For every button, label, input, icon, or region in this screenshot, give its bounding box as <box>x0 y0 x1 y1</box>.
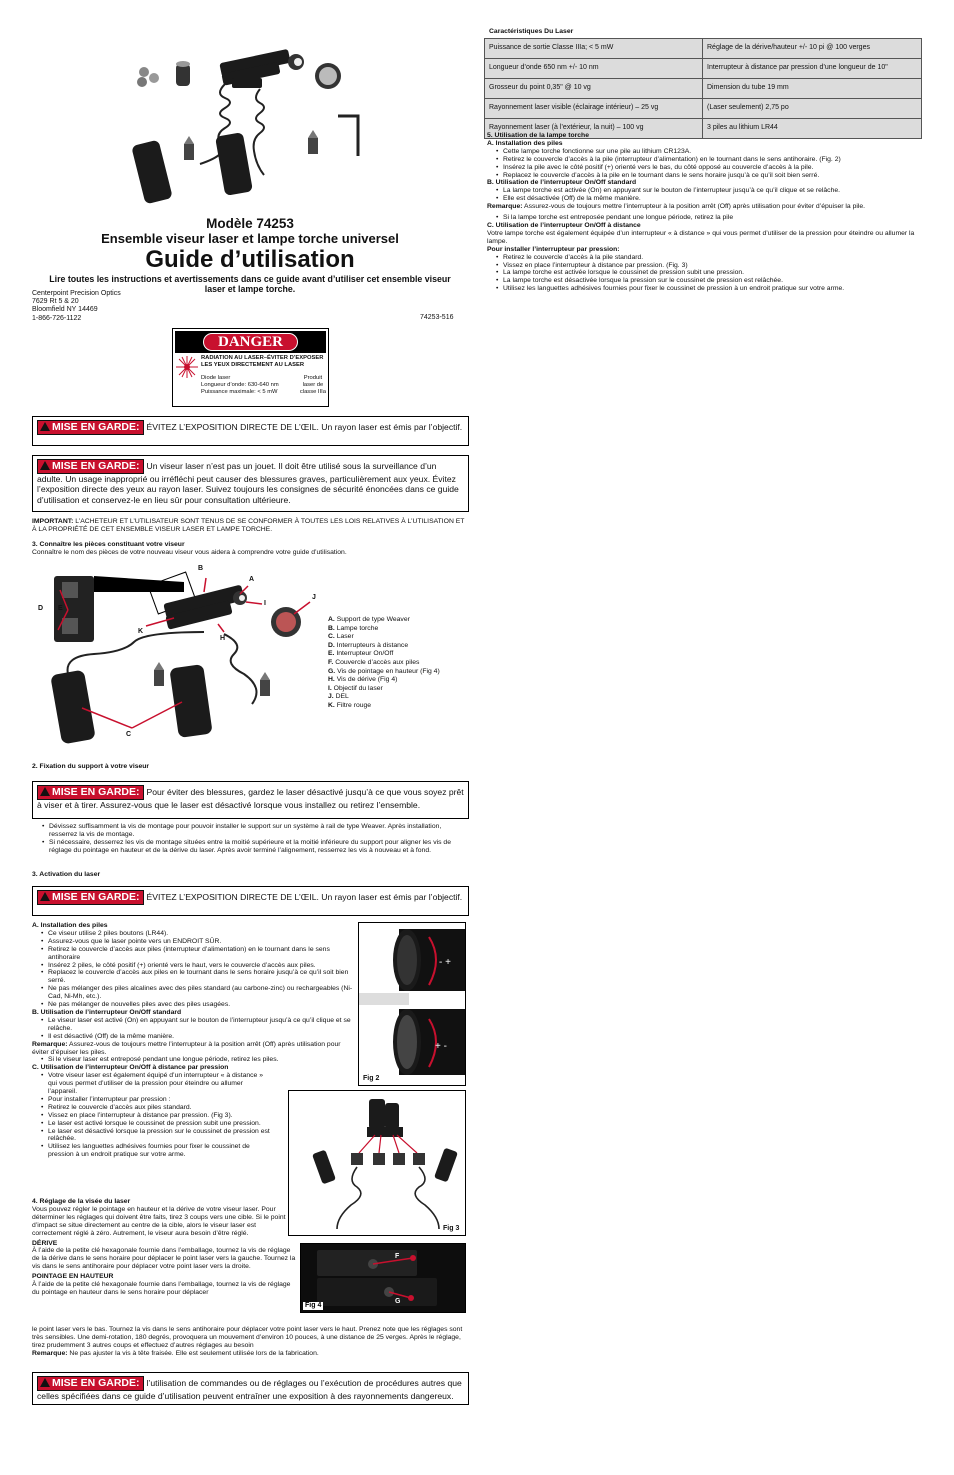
list-item: • Vissez en place l’interrupteur à distance par pression. (Fig 3). <box>41 1112 272 1120</box>
list-item: G. Vis de pointage en hauteur (Fig 4) <box>328 667 440 675</box>
list-item: • Ne pas mélanger de nouvelles piles avec des piles usagées. <box>41 1001 356 1009</box>
activation-section-title: 3. Activation du laser <box>32 871 101 878</box>
fig4-label: Fig 4 <box>305 1302 322 1309</box>
list-item: • La lampe torche est activée (On) en appuyant sur le bouton de l’interrupteur jusqu’à ce qu’il clique et se relâche. <box>496 187 923 195</box>
list-item: A. Support de type Weaver <box>328 616 410 623</box>
parts-list <box>328 616 440 711</box>
warning-laser-off: MISE EN GARDE: Pour éviter des blessures, gardez le laser désactivé jusqu’à ce que vous soyez prêt à viser et à tirer. Assurez-vous que le laser est désactivé lorsque vous installez ou retirez l’ensemble. <box>32 781 469 819</box>
list-item: J. DEL <box>328 693 349 701</box>
list-item: • Ne pas mélanger des piles alcalines avec des piles standard (au carbone-zinc) ou rechargeables (Ni-Cad, Ni-Mh, etc.). <box>41 985 356 1001</box>
part-label-h: H <box>220 635 226 642</box>
torch-section: 5. Utilisation de la lampe torche A. Installation des piles • Cette lampe torche fonctionne sur une pile au lithium CR123A. • Retirez le couvercle d’accès à la pile (interrupteur d’alimentation) en le tournant dans le sens antihoraire. (Fig. 2) • Insérez la pile avec le côté positif (+) orienté vers le bas, du côté opposé au couvercle d’accès à la pile. • Replacez le couvercle d’accès à la pile en le tournant dans le sens horaire jusqu’à ce qu’il soit bien serré. B. Utilisation de l’interrupteur On/Off standard • La lampe torche est activée (On) en appuyant sur le bouton de l’interrupteur jusqu’à ce qu’il clique et se relâche. • Elle est désactivée (Off) de la même manière. Remarque: Assurez-vous de toujours mettre l’interrupteur à la position arrêt (Off) après utilisation pour éviter d’épuiser la pile. • Si la lampe torche est entreposée pendant une longue période, retirez la pile C. Utilisation de l’interrupteur On/Off à distance Votre lampe torche est également équipée d’un interrupteur « à distance » qui vous permet d’utiliser de la pression pour éteindre ou allumer la lampe. Pour installer l’interrupteur par pression: • Retirez le couvercle d’accès à la pile standard. • Vissez en place l’interrupteur à distance par pression. (Fig. 3) • La lampe torche est activée lorsque le coussinet de pression subit une pression. • La lampe torche est désactivée lorsque la pression sur le coussinet de pression est relâchée. • Utilisez les languettes adhésives fournies pour fixer le coussinet de pression à un endroit pratique sur votre arme. <box>487 132 923 293</box>
list-item: B. Lampe torche <box>328 624 379 632</box>
part-label-d: D <box>38 605 44 612</box>
table-row: Rayonnement laser visible (éclairage intérieur) – 25 vg (Laser seulement) 2,75 po <box>485 99 922 119</box>
figure-4 <box>300 1243 466 1313</box>
warning-hazardous-radiation: MISE EN GARDE: l’utilisation de commandes ou de réglages ou l’exécution de procédures autres que celles spécifiées dans ce guide d’utilisation peuvent entraîner une exposition à des rayonnements dangereux. <box>32 1372 469 1405</box>
fig3-label: Fig 3 <box>443 1225 460 1232</box>
laser-starburst-icon <box>175 355 201 381</box>
part-label-a: A <box>249 576 255 583</box>
danger-title: DANGER <box>203 333 298 351</box>
table-row: Rayonnement laser (à l’extérieur, la nuit) – 100 vg 3 piles au lithium LR44 <box>485 119 922 139</box>
list-item: • La lampe torche est désactivée lorsque la pression sur le coussinet de pression est relâchée. <box>496 277 923 285</box>
list-item: I. Objectif du laser <box>328 684 383 692</box>
list-item: • Vissez en place l’interrupteur à distance par pression. (Fig. 3) <box>496 262 923 270</box>
list-item: • Insérez 2 piles, le côté positif (+) orienté vers le haut, vers le couvercle d’accès aux piles. <box>41 962 356 970</box>
list-item: • Votre viseur laser est également équipé d’un interrupteur « à distance » qui vous permet d’utiliser de la pression pour éteindre ou allumer l’appareil. <box>41 1072 272 1096</box>
product-photo <box>120 34 390 204</box>
intro-text: Lire toutes les instructions et avertissements dans ce guide avant d’utiliser cet ensemble viseur laser et lampe torche. <box>49 274 451 294</box>
figure-3 <box>288 1090 466 1236</box>
warning-badge: MISE EN GARDE: <box>37 420 144 435</box>
mount-bullets <box>42 823 466 855</box>
list-item: • Insérez la pile avec le côté positif (+) orienté vers le bas, du côté opposé au couvercle d’accès à la pile. <box>496 164 923 172</box>
list-item: • Pour installer l’interrupteur par pression : <box>41 1096 272 1104</box>
fig4-g-label: G <box>395 1298 401 1305</box>
specs-title: Caractéristiques Du Laser <box>489 28 574 35</box>
list-item: • Retirez le couvercle d’accès à la pile (interrupteur d’alimentation) en le tournant dans le sens antihoraire. (Fig. 2) <box>496 156 923 164</box>
svg-text:- +: - + <box>439 957 451 968</box>
model-title: Modèle 74253 <box>206 216 294 231</box>
list-item: • Le viseur laser est activé (On) en appuyant sur le bouton de l’interrupteur jusqu’à ce qu’il clique et se relâche. <box>41 1017 356 1033</box>
list-item: F. Couvercle d’accès aux piles <box>328 658 420 666</box>
product-subtitle: Ensemble viseur laser et lampe torche universel <box>101 231 399 246</box>
part-label-b: B <box>198 565 204 572</box>
part-label-j: J <box>312 594 316 601</box>
list-item: • Cette lampe torche fonctionne sur une pile au lithium CR123A. <box>496 148 923 156</box>
parts-diagram <box>34 562 324 752</box>
guide-title: Guide d’utilisation <box>145 246 355 273</box>
list-item: • Utilisez les languettes adhésives fournies pour fixer le coussinet de pression à un endroit pratique sur votre arme. <box>496 285 923 293</box>
list-item: • Il est désactivé (Off) de la même manière. <box>41 1033 356 1041</box>
list-item: K. Filtre rouge <box>328 701 372 709</box>
parts-section-title: 3. Connaître les pièces constituant votre viseur <box>32 541 185 548</box>
list-item: • La lampe torche est activée lorsque le coussinet de pression subit une pression. <box>496 269 923 277</box>
warning-badge: MISE EN GARDE: <box>37 459 144 474</box>
list-item: • Si le viseur laser est entreposé pendant une longue période, retirez les piles. <box>41 1056 356 1064</box>
important-note: IMPORTANT: L’ACHETEUR ET L’UTILISATEUR SONT TENUS DE SE CONFORMER À TOUTES LES LOIS RELATIVES À L’UTILISATION ET À LA PROPRIÉTÉ DE CET ENSEMBLE VISEUR LASER ET LAMPE TORCHE. <box>32 518 465 533</box>
list-item: H. Vis de dérive (Fig 4) <box>328 676 398 684</box>
list-item: E. Interrupteur On/Off <box>328 650 394 658</box>
list-item: • Replacez le couvercle d’accès aux piles en le tournant dans le sens horaire jusqu’à ce qu’il soit bien serré. <box>41 969 356 985</box>
part-label-i: I <box>264 600 266 607</box>
warning-triangle-icon <box>40 787 50 796</box>
table-row: Longueur d’onde 650 nm +/- 10 nm Interrupteur à distance par pression d’une longueur de 10" <box>485 59 922 79</box>
list-item: • Si nécessaire, desserrez les vis de montage situées entre la moitié supérieure et la moitié inférieure du support pour aligner les vis de réglage du pointage en hauteur et de la dérive du laser. Après avoir terminé l’alignement, resserrez les vis à nouveau et à fond. <box>42 839 466 855</box>
part-label-c: C <box>126 731 132 738</box>
part-label-k: K <box>138 628 144 635</box>
warning-badge: MISE EN GARDE: <box>37 1376 144 1391</box>
fig4-f-label: F <box>395 1253 400 1260</box>
figure-2 <box>358 922 466 1086</box>
warning-not-a-toy: MISE EN GARDE: Un viseur laser n’est pas un jouet. Il doit être utilisé sous la surveillance d’un adulte. Un usage inapproprié ou irréfléchi peut causer des blessures graves, particulièrement aux yeux. Évitez l’exposition directe des yeux au rayon laser. Suivez toujours les consignes de sécurité énoncées dans ce guide d’utilisation et conservez-le en lieu sûr pour consultation ultérieure. <box>32 455 469 512</box>
product-code: 74253-516 <box>420 314 454 321</box>
warning-triangle-icon <box>40 892 50 901</box>
specs-table <box>484 38 922 139</box>
warning-badge: MISE EN GARDE: <box>37 890 144 905</box>
adjust-body-wide: le point laser vers le bas. Tournez la vis dans le sens antihoraire pour déplacer votre point laser vers le haut. Prenez note que les réglages sont très sensibles. Une demi-rotation, 180 degrés, provoquera un mouvement d’environ 10 pouces, à une distance de 25 verges. Après le réglage, tirez prudemment 3 autres coups et effectuez d’autres réglages au besoin Remarque: Ne pas ajuster la vis à tête fraisée. Elle est seulement utilisée lors de la fabrication. <box>32 1326 463 1357</box>
warning-badge: MISE EN GARDE: <box>37 785 144 800</box>
list-item: • Le laser est activé lorsque le coussinet de pression subit une pression. <box>41 1120 272 1128</box>
company-address: Centerpoint Precision Optics 7629 Rt 5 & 20 Bloomfield NY 14469 1-866-726-1122 <box>32 290 121 322</box>
list-item: D. Interrupteurs à distance <box>328 641 409 649</box>
list-item: • Assurez-vous que le laser pointe vers un ENDROIT SÛR. <box>41 938 356 946</box>
mount-section-title: 2. Fixation du support à votre viseur <box>32 763 150 770</box>
warning-eye-exposure-2: MISE EN GARDE: ÉVITEZ L’EXPOSITION DIRECTE DE L’ŒIL. Un rayon laser est émis par l’objectif. <box>32 886 469 916</box>
table-row: Grosseur du point 0,35" @ 10 vg Dimension du tube 19 mm <box>485 79 922 99</box>
warning-triangle-icon <box>40 422 50 431</box>
list-item: • Replacez le couvercle d’accès à la pile en le tournant dans le sens horaire jusqu’à ce qu’il soit bien serré. <box>496 172 923 180</box>
list-item: • Retirez le couvercle d’accès aux piles (interrupteur d’alimentation) en le tournant dans le sens antihoraire <box>41 946 356 962</box>
list-item: • Retirez le couvercle d’accès à la pile standard. <box>496 254 923 262</box>
warning-triangle-icon <box>40 1378 50 1387</box>
list-item: • Dévissez suffisamment la vis de montage pour pouvoir installer le support sur un système à rail de type Weaver. Après installation, resserrez la vis de montage. <box>42 823 466 839</box>
list-item: C. Laser <box>328 633 354 641</box>
list-item: • Le laser est désactivé lorsque la pression sur le coussinet de pression est relâchée. <box>41 1128 272 1144</box>
parts-section-text: Connaître le nom des pièces de votre nouveau viseur vous aidera à comprendre votre guide d’utilisation. <box>32 549 347 557</box>
warning-eye-exposure: MISE EN GARDE: ÉVITEZ L’EXPOSITION DIRECTE DE L’ŒIL. Un rayon laser est émis par l’objectif. <box>32 416 469 446</box>
list-item: • Retirez le couvercle d’accès aux piles standard. <box>41 1104 272 1112</box>
list-item: • Ce viseur utilise 2 piles boutons (LR44). <box>41 930 356 938</box>
fig2-label: Fig 2 <box>363 1075 380 1082</box>
part-label-e: E <box>58 605 63 612</box>
list-item: • Elle est désactivée (Off) de la même manière. <box>496 195 923 203</box>
danger-label: DANGER RADIATION AU LASER–ÉVITER D’EXPOSER LES YEUX DIRECTEMENT AU LASER Diode laser Longueur d’onde: 630-640 nm Puissance maximale: < 5 mW Produit laser de classe IIIa <box>172 328 329 407</box>
list-item: • Utilisez les languettes adhésives fournies pour fixer le coussinet de pression à un endroit pratique sur votre arme. <box>41 1143 272 1159</box>
svg-text:+ -: + - <box>435 1041 447 1052</box>
table-row: Puissance de sortie Classe IIIa; < 5 mW Réglage de la dérive/hauteur +/- 10 pi @ 100 verges <box>485 39 922 59</box>
adjust-body: 4. Réglage de la visée du laser Vous pouvez régler le pointage en hauteur et la dérive de votre viseur laser. Pour déterminer les réglages qui doivent être faits, tirez 3 coups vers une cible. Si le point d’impact se situe directement au centre de la cible, alors le viseur laser est correctement réglé à zéro. Autrement, le viseur aura besoin d’être réglé. DÉRIVE À l’aide de la petite clé hexagonale fournie dans l’emballage, tournez la vis de réglage de la dérive dans le sens horaire pour déplacer le point laser vers la gauche. Tournez la vis dans le sens antihoraire pour déplacer votre point laser vers la droite. POINTAGE EN HAUTEUR À l’aide de la petite clé hexagonale fournie dans l’emballage, tournez la vis de réglage du pointage en hauteur dans le sens horaire pour déplacer <box>32 1198 296 1296</box>
warning-triangle-icon <box>40 461 50 470</box>
list-item: • Si la lampe torche est entreposée pendant une longue période, retirez la pile <box>496 214 923 222</box>
activation-body: A. Installation des piles • Ce viseur utilise 2 piles boutons (LR44). • Assurez-vous que le laser pointe vers un ENDROIT SÛR. • Retirez le couvercle d’accès aux piles (interrupteur d’alimentation) en le tournant dans le sens antihoraire • Insérez 2 piles, le côté positif (+) orienté vers le haut, vers le couvercle d’accès aux piles. • Replacez le couvercle d’accès aux piles en le tournant dans le sens horaire jusqu’à ce qu’il soit bien serré. • Ne pas mélanger des piles alcalines avec des piles standard (au carbone-zinc) ou rechargeables (Ni-Cad, Ni-Mh, etc.). • Ne pas mélanger de nouvelles piles avec des piles usagées. B. Utilisation de l’interrupteur On/Off standard • Le viseur laser est activé (On) en appuyant sur le bouton de l’interrupteur jusqu’à ce qu’il clique et se relâche. • Il est désactivé (Off) de la même manière. Remarque: Assurez-vous de toujours mettre l’interrupteur à la position arrêt (Off) après utilisation pour éviter d’épuiser les piles. • Si le viseur laser est entreposé pendant une longue période, retirez les piles. C. Utilisation de l’interrupteur On/Off à distance par pression • Votre viseur laser est également équipé d’un interrupteur « à distance » qui vous permet d’utiliser de la pression pour éteindre ou allumer l’appareil. • Pour installer l’interrupteur par pression : • Retirez le couvercle d’accès aux piles standard. • Vissez en place l’interrupteur à distance par pression. (Fig 3). • Le laser est activé lorsque le coussinet de pression subit une pression. • Le laser est désactivé lorsque la pression sur le coussinet de pression est relâchée. • Utilisez les languettes adhésives fournies pour fixer le coussinet de pression à un endroit pratique sur votre arme. <box>32 922 356 1159</box>
